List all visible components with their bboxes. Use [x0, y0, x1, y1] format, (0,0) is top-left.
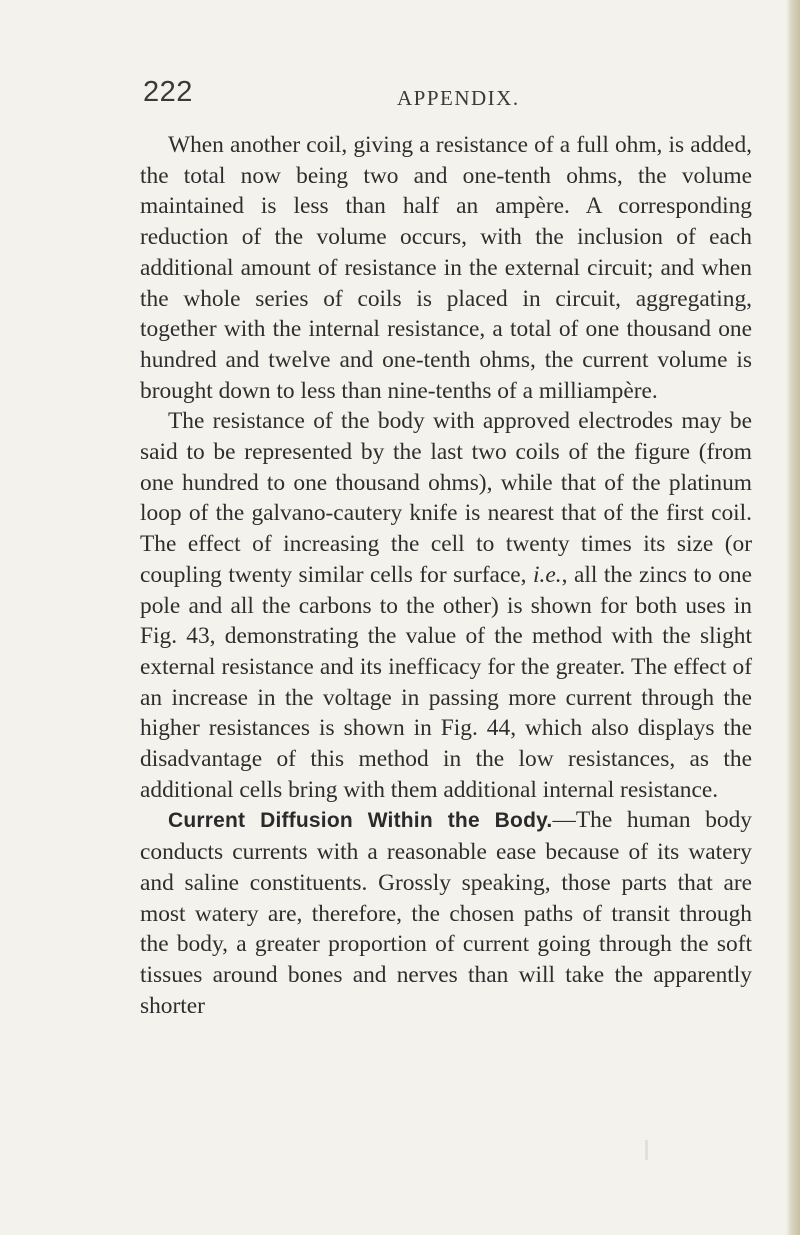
- section-heading: Current Diffusion Within the Body.: [168, 809, 553, 833]
- print-mark: [645, 1140, 648, 1160]
- paragraph-1: When another coil, giving a resistance of a full ohm, is added, the total now being two and one-tenth ohms, the volume maintained is less than half an ampère. A corresponding reduction of the volume occurs, with the inclusion of each additional amount of resistance in the external circuit; and when the whole series of coils is placed in circuit, aggregating, together with the internal resistance, a total of one thousand one hundred and twelve and one-tenth ohms, the current volume is brought down to less than nine-tenths of a milliampère.: [140, 132, 752, 404]
- paragraph-3: [140, 805, 752, 1021]
- paragraph-2-part-1: The resistance of the body with approved electrodes may be said to be represented by the last two coils of the figure (from one hundred to one thousand ohms), while that of the platinum loop of the galvano-cautery knife is nearest that of the first coil. The effect of increasing the cell to twenty times its size (or coupling twenty similar cells for surface,: [140, 408, 752, 588]
- page-number: 222: [143, 76, 193, 108]
- page-header: [143, 76, 763, 116]
- body-text: [140, 130, 752, 1021]
- ie-abbreviation: i.e.: [533, 561, 562, 588]
- paragraph-2-part-2: , all the zincs to one pole and all the carbons to the other) is shown for both uses in Fig. 43, demonstrating the value of the method with the slight external resistance and its inefficacy for the greater. The effect of an increase in the voltage in passing more current through the higher resistances is shown in Fig. 44, which also displays the disadvantage of this method in the low resistances, as the additional cells bring with them additional internal resistance.: [140, 561, 752, 803]
- page-edge: [786, 0, 800, 1235]
- paragraph-2: [140, 406, 752, 805]
- paragraph-3-text: —The human body conducts currents with a reasonable ease because of its watery and saline constituents. Grossly speaking, those parts that are most watery are, therefore, the chosen paths of transit through the body, a greater proportion of current going through the soft tissues around bones and nerves than will take the apparently shorter: [140, 807, 752, 1019]
- running-head: APPENDIX.: [397, 86, 520, 110]
